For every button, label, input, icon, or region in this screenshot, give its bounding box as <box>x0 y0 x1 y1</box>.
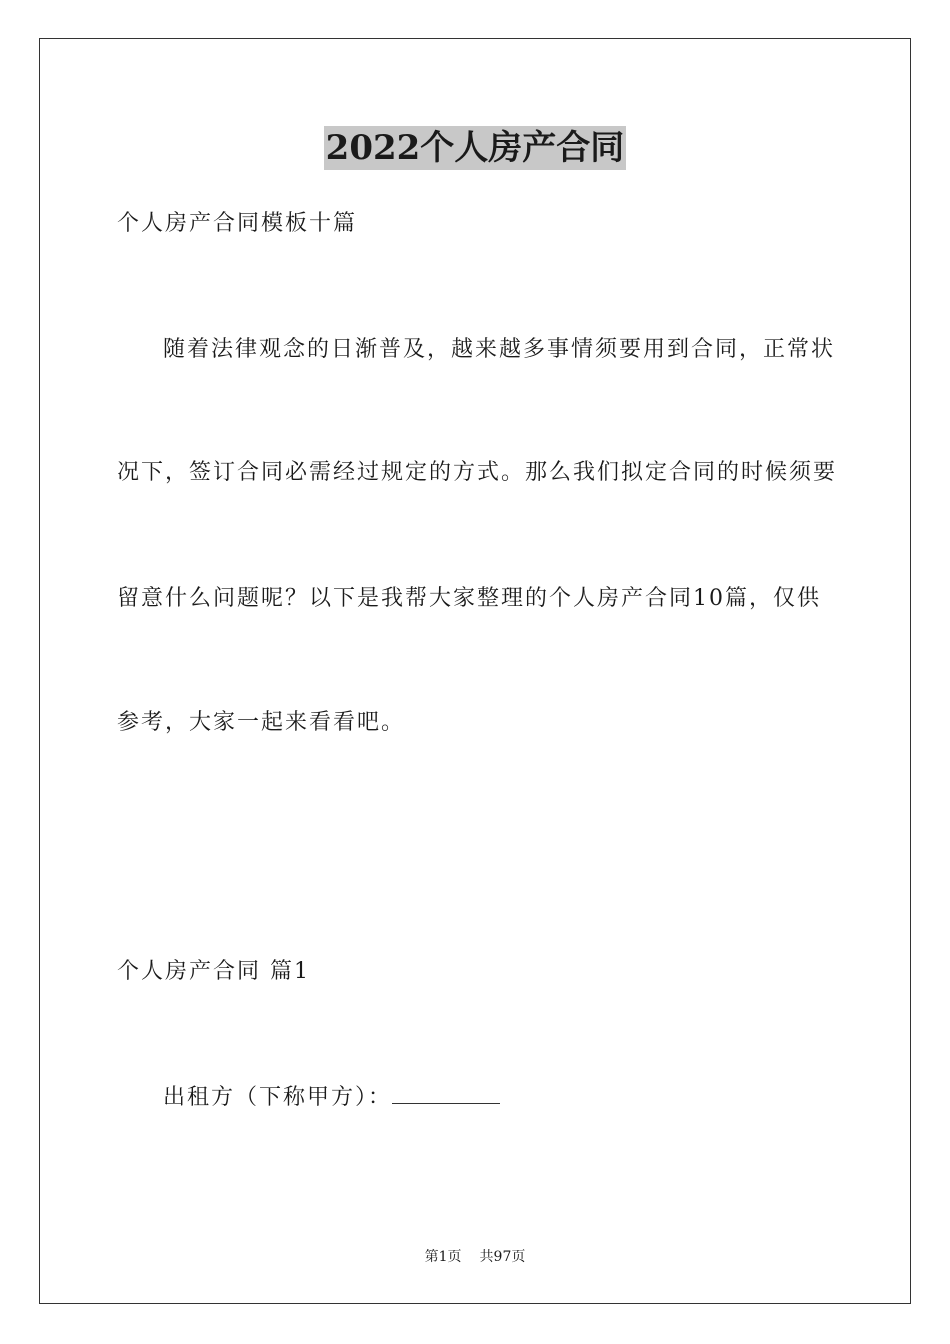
page-number: 第1页 <box>424 1249 462 1265</box>
page-total: 共97页 <box>479 1249 526 1265</box>
document-subtitle: 个人房产合同模板十篇 <box>117 211 358 236</box>
lessor-label: 出租方（下称甲方）： <box>163 1085 393 1110</box>
document-title-text: 2022个人房产合同 <box>325 128 625 168</box>
section-heading: 个人房产合同 篇1 <box>117 959 310 984</box>
document-title <box>0 126 950 170</box>
lessor-blank-line <box>392 1081 500 1104</box>
intro-line-1: 随着法律观念的日渐普及，越来越多事情须要用到合同，正常状 <box>163 337 836 362</box>
intro-line-4: 参考，大家一起来看看吧。 <box>117 710 406 735</box>
intro-line-3: 留意什么问题呢？以下是我帮大家整理的个人房产合同10篇，仅供 <box>117 586 821 611</box>
page-footer <box>0 1247 950 1267</box>
intro-line-2: 况下，签订合同必需经过规定的方式。那么我们拟定合同的时候须要 <box>117 460 838 485</box>
lessor-field <box>163 1081 500 1113</box>
